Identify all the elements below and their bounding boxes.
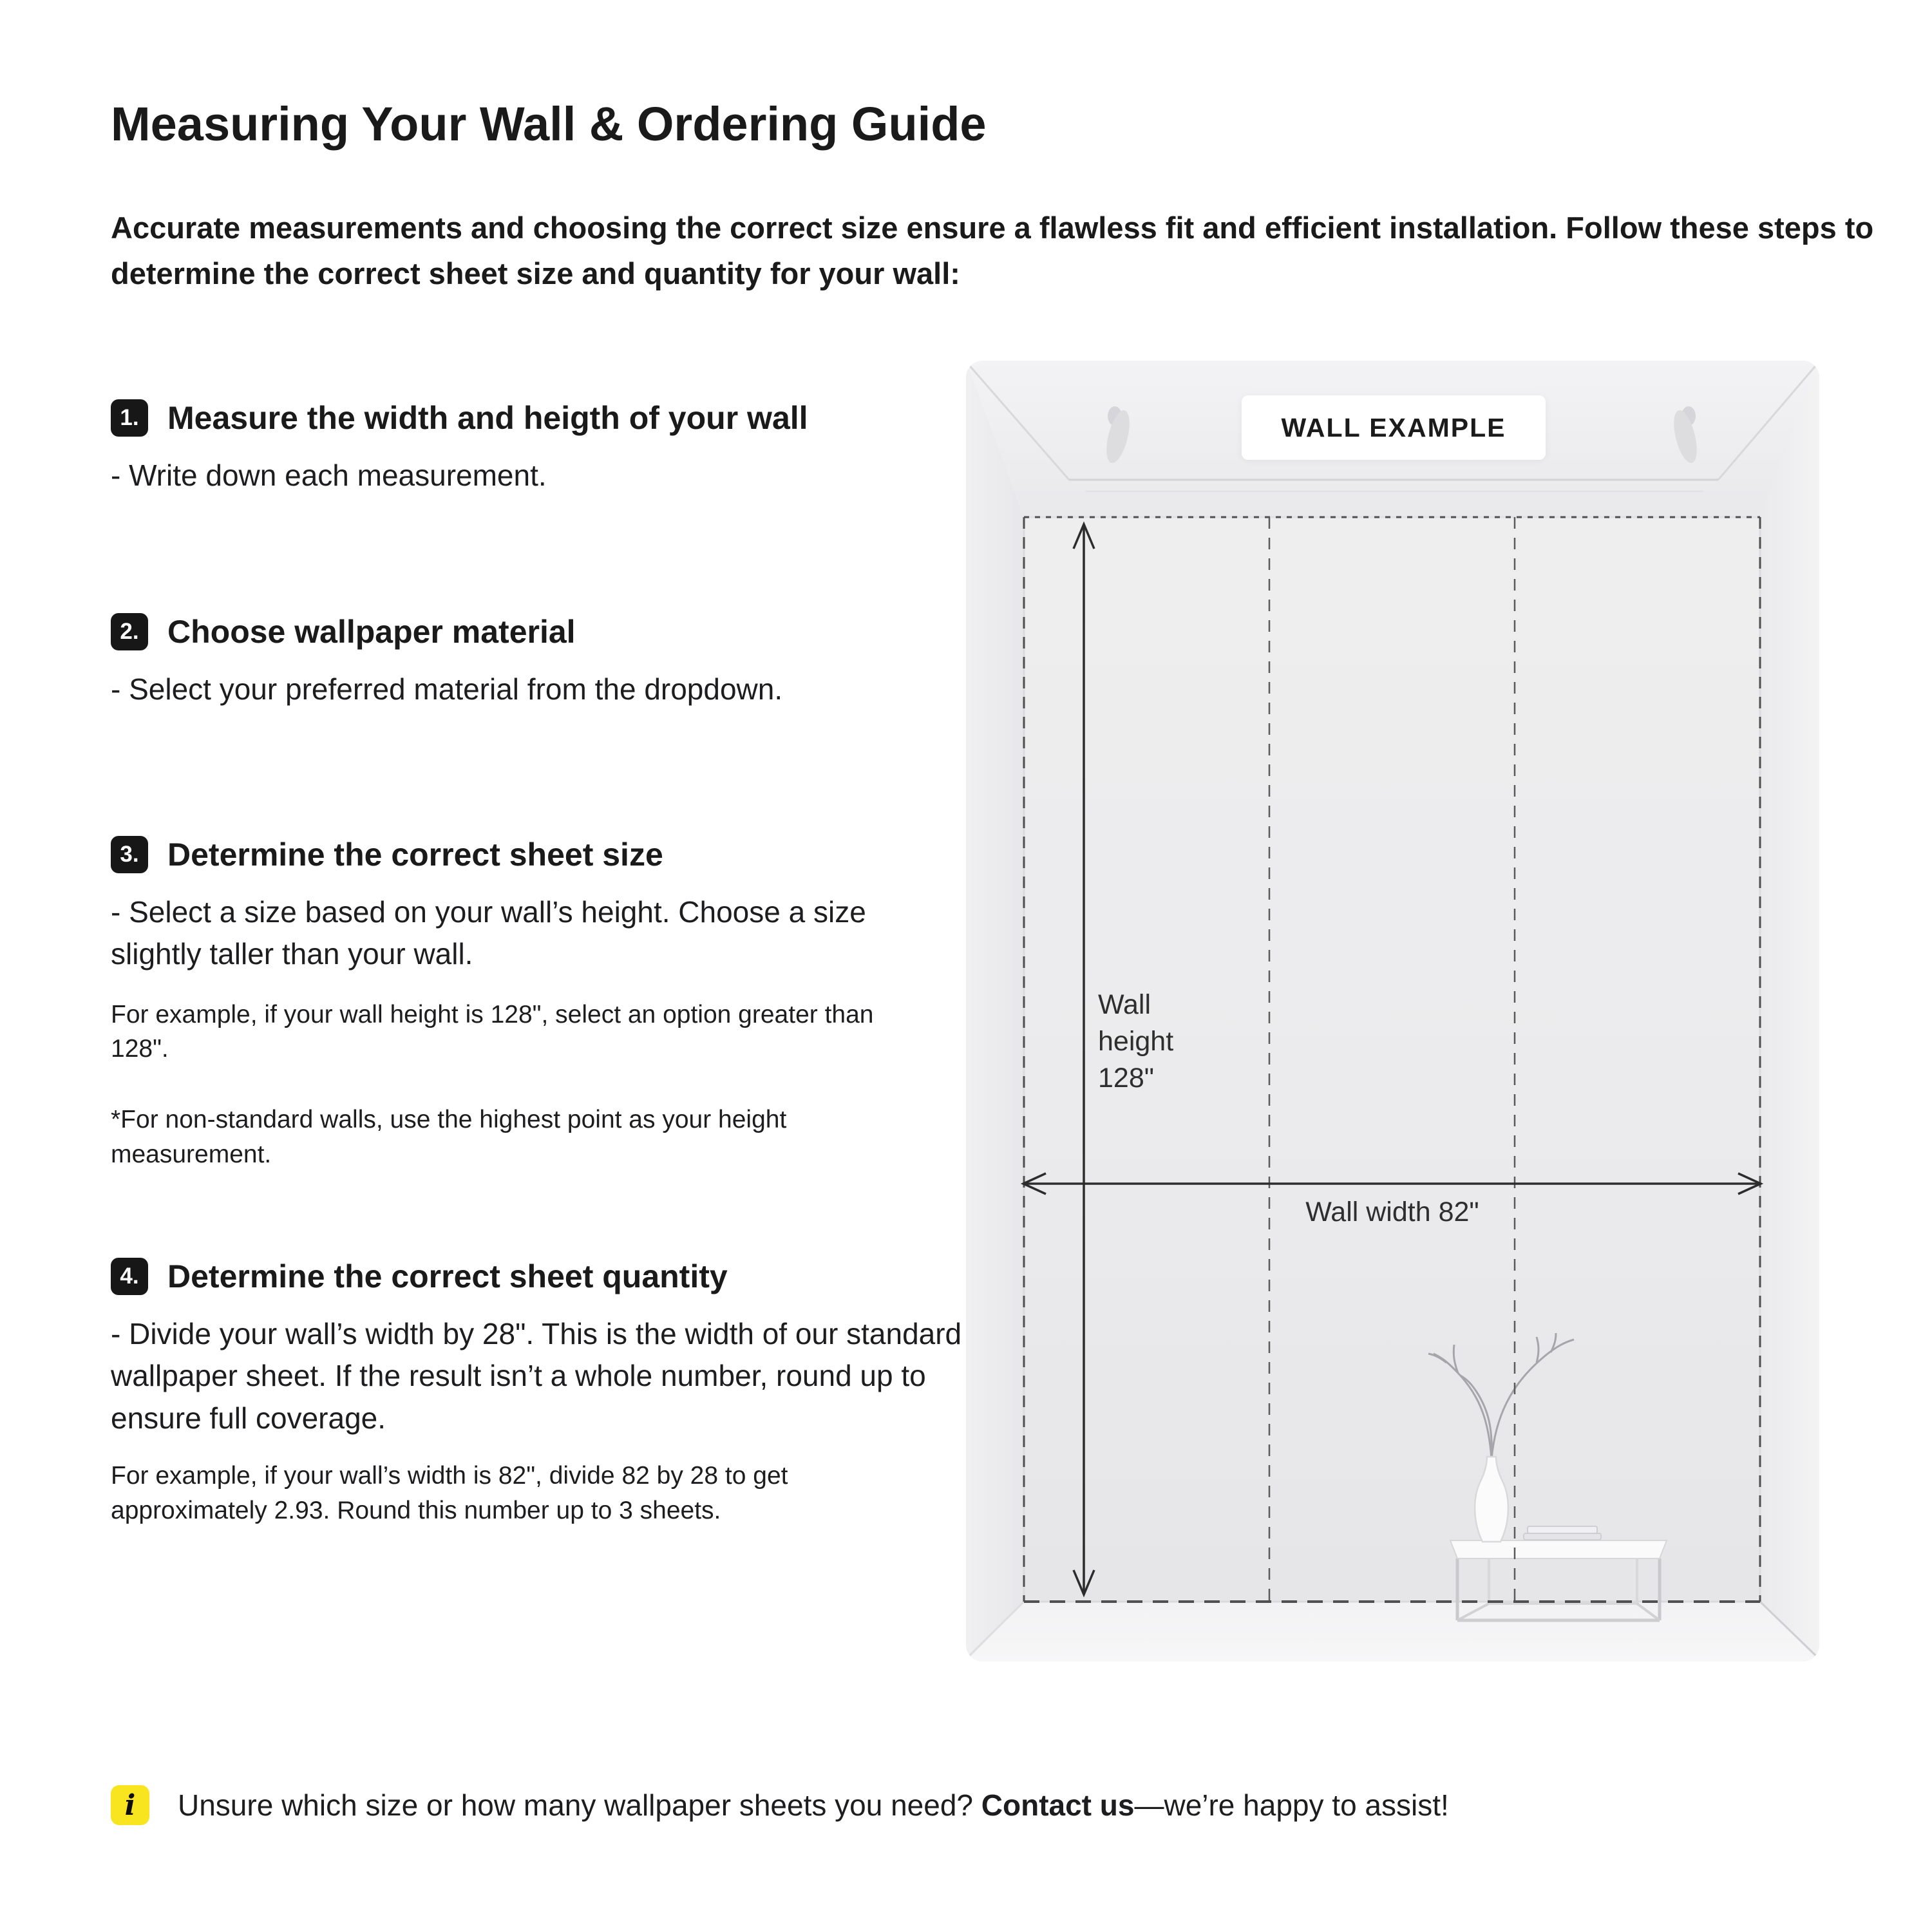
step-3-note-nonstandard: *For non-standard walls, use the highest point as your height measurement. bbox=[111, 1106, 787, 1169]
help-text-before: Unsure which size or how many wallpaper sheets you need? bbox=[178, 1788, 981, 1822]
table-top bbox=[1450, 1540, 1667, 1558]
step-4-heading: Determine the correct sheet quantity bbox=[167, 1258, 728, 1294]
wall-height-label bbox=[1098, 987, 1173, 1096]
help-text-after: —we’re happy to assist! bbox=[1134, 1788, 1449, 1822]
step-2 bbox=[111, 613, 782, 710]
wall-height-line2: height bbox=[1098, 1025, 1174, 1057]
info-icon: i bbox=[111, 1785, 149, 1825]
step-4-body: - Divide your wall’s width by 28". This is the width of our standard wallpaper sheet. If the result isn’t a whole number, round up to ensure full coverage. bbox=[111, 1317, 962, 1435]
step-4-number-badge: 4. bbox=[111, 1258, 148, 1295]
step-3 bbox=[111, 836, 929, 1172]
wall-example-label: WALL EXAMPLE bbox=[1242, 395, 1546, 460]
step-3-note-example: For example, if your wall height is 128", select an option greater than 128". bbox=[111, 1000, 874, 1063]
contact-us-link[interactable]: Contact us bbox=[981, 1788, 1135, 1822]
step-1 bbox=[111, 399, 808, 497]
floor bbox=[966, 1602, 1819, 1662]
intro-text: Accurate measurements and choosing the correct size ensure a flawless fit and efficient installation. Follow these steps to determine the correct sheet size and quantity for your wall: bbox=[111, 211, 1874, 291]
step-1-heading: Measure the width and heigth of your wall bbox=[167, 400, 808, 436]
step-1-number-badge: 1. bbox=[111, 399, 148, 437]
help-note-text bbox=[178, 1788, 1449, 1823]
page-title: Measuring Your Wall & Ordering Guide bbox=[111, 97, 987, 151]
help-note bbox=[111, 1785, 1449, 1825]
room-illustration bbox=[966, 361, 1819, 1662]
wall-height-line1: Wall bbox=[1098, 989, 1151, 1020]
step-3-number-badge: 3. bbox=[111, 836, 148, 873]
right-wall bbox=[1760, 361, 1819, 1662]
wall-width-label: Wall width 82" bbox=[1305, 1197, 1479, 1227]
step-2-number-badge: 2. bbox=[111, 613, 148, 650]
step-4 bbox=[111, 1258, 987, 1528]
books bbox=[1524, 1526, 1601, 1540]
step-3-body: - Select a size based on your wall’s height. Choose a size slightly taller than your wall. bbox=[111, 895, 866, 971]
step-4-note-example: For example, if your wall’s width is 82", divide 82 by 28 to get approximately 2.93. Round this number up to 3 sheets. bbox=[111, 1461, 788, 1524]
wall-height-line3: 128" bbox=[1098, 1062, 1155, 1094]
step-2-body: - Select your preferred material from the dropdown. bbox=[111, 672, 783, 706]
step-3-heading: Determine the correct sheet size bbox=[167, 837, 663, 873]
step-2-heading: Choose wallpaper material bbox=[167, 614, 576, 650]
step-1-body: - Write down each measurement. bbox=[111, 459, 547, 492]
wall-example-photo bbox=[966, 361, 1819, 1662]
left-wall bbox=[966, 361, 1024, 1662]
